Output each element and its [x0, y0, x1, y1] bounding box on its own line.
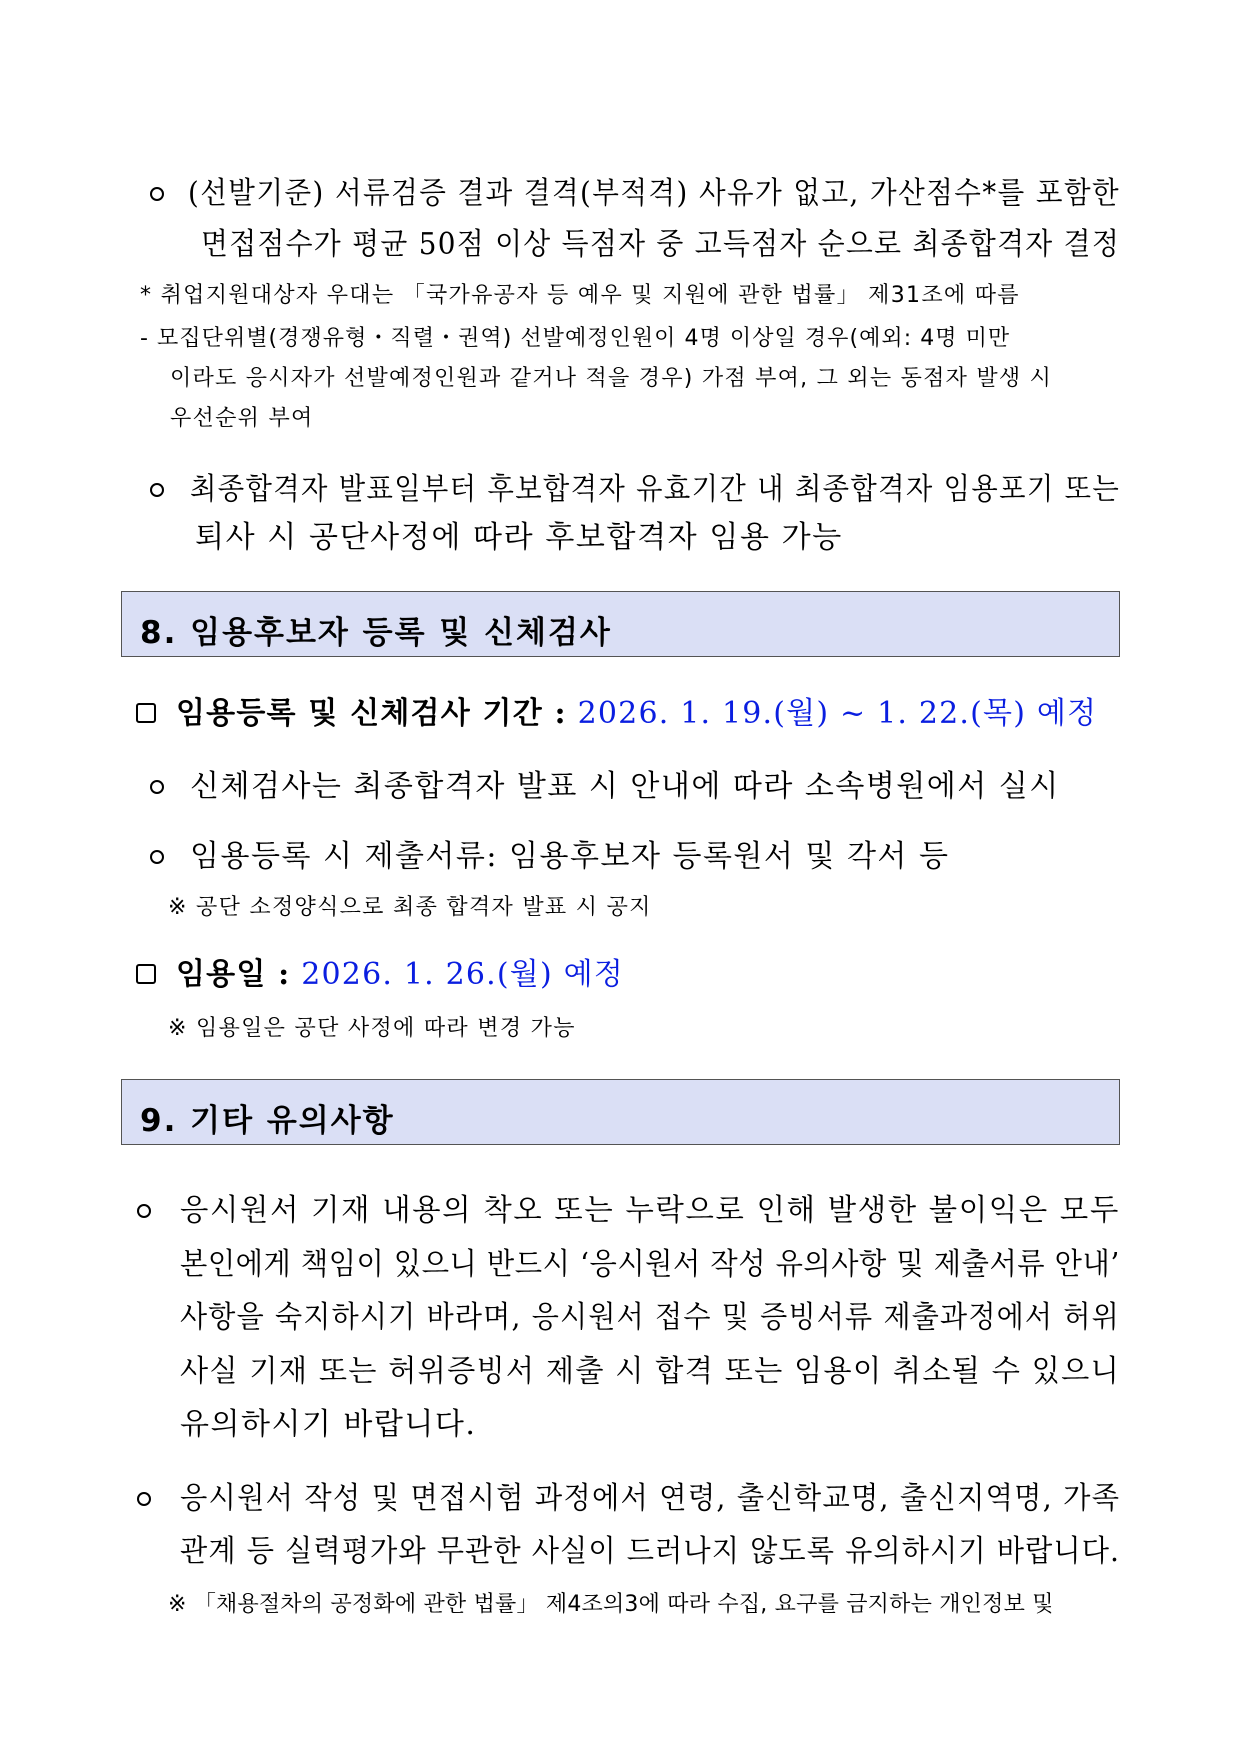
- notice-1-line-3: 사항을 숙지하시기 바라며, 응시원서 접수 및 증빙서류 제출과정에서 허위: [180, 1300, 1120, 1335]
- criteria-line-2: 면접점수가 평균 50점 이상 득점자 중 고득점자 순으로 최종합격자 결정: [201, 227, 1121, 262]
- circle-bullet-icon: [150, 483, 164, 497]
- required-docs-text: 임용등록 시 제출서류: 임용후보자 등록원서 및 각서 등: [190, 839, 950, 874]
- section-9-header: [121, 1079, 1120, 1145]
- circle-bullet-icon: [150, 780, 164, 794]
- checkbox-square-icon: [136, 703, 156, 723]
- circle-bullet-icon: [150, 187, 164, 201]
- bonus-footnote: * 취업지원대상자 우대는 「국가유공자 등 예우 및 지원에 관한 법률」 제31조에 따름: [140, 283, 1020, 308]
- circle-bullet-icon: [137, 1204, 151, 1218]
- notice-2-line-2: 관계 등 실력평가와 무관한 사실이 드러나지 않도록 유의하시기 바랍니다.: [180, 1534, 1121, 1569]
- notice-2-note: ※ 「채용절차의 공정화에 관한 법률」 제4조의3에 따라 수집, 요구를 금지하는 개인정보 및: [168, 1592, 1054, 1617]
- circle-bullet-icon: [137, 1492, 151, 1506]
- checkbox-square-icon: [136, 964, 156, 984]
- reserve-line-1: 최종합격자 발표일부터 후보합격자 유효기간 내 최종합격자 임용포기 또는: [190, 472, 1121, 507]
- notice-1-line-1: 응시원서 기재 내용의 착오 또는 누락으로 인해 발생한 불이익은 모두: [180, 1193, 1120, 1228]
- registration-period: [176, 696, 1098, 731]
- notice-2-line-1: 응시원서 작성 및 면접시험 과정에서 연령, 출신학교명, 출신지역명, 가족: [180, 1481, 1121, 1516]
- circle-bullet-icon: [150, 850, 164, 864]
- notice-1-line-4: 사실 기재 또는 허위증빙서 제출 시 합격 또는 임용이 취소될 수 있으니: [180, 1354, 1121, 1389]
- medical-exam-text: 신체검사는 최종합격자 발표 시 안내에 따라 소속병원에서 실시: [190, 769, 1060, 804]
- notice-1-line-5: 유의하시기 바랍니다.: [180, 1407, 477, 1442]
- appointment-date: [176, 957, 624, 992]
- section-8-header: [121, 591, 1120, 657]
- tiebreak-line-2: 이라도 응시자가 선발예정인원과 같거나 적을 경우) 가점 부여, 그 외는 동점자 발생 시: [170, 366, 1053, 391]
- required-docs-note: ※ 공단 소정양식으로 최종 합격자 발표 시 공지: [168, 895, 652, 920]
- registration-period-value: 2026. 1. 19.(월) ~ 1. 22.(목) 예정: [577, 696, 1098, 731]
- appointment-date-value: 2026. 1. 26.(월) 예정: [301, 957, 624, 992]
- tiebreak-line-3: 우선순위 부여: [170, 406, 314, 431]
- section-9-title: 9. 기타 유의사항: [140, 1103, 395, 1139]
- appointment-date-note: ※ 임용일은 공단 사정에 따라 변경 가능: [168, 1016, 576, 1041]
- tiebreak-line-1: - 모집단위별(경쟁유형・직렬・권역) 선발예정인원이 4명 이상일 경우(예외: 4명 미만: [140, 326, 1011, 351]
- section-8-title: 8. 임용후보자 등록 및 신체검사: [140, 615, 612, 651]
- criteria-line-1: (선발기준) 서류검증 결과 결격(부적격) 사유가 없고, 가산점수*를 포함한: [188, 176, 1121, 211]
- notice-1-line-2: 본인에게 책임이 있으니 반드시 ‘응시원서 작성 유의사항 및 제출서류 안내’: [180, 1247, 1120, 1282]
- registration-period-label: 임용등록 및 신체검사 기간 :: [176, 696, 567, 731]
- appointment-date-label: 임용일 :: [176, 957, 291, 992]
- reserve-line-2: 퇴사 시 공단사정에 따라 후보합격자 임용 가능: [195, 520, 843, 555]
